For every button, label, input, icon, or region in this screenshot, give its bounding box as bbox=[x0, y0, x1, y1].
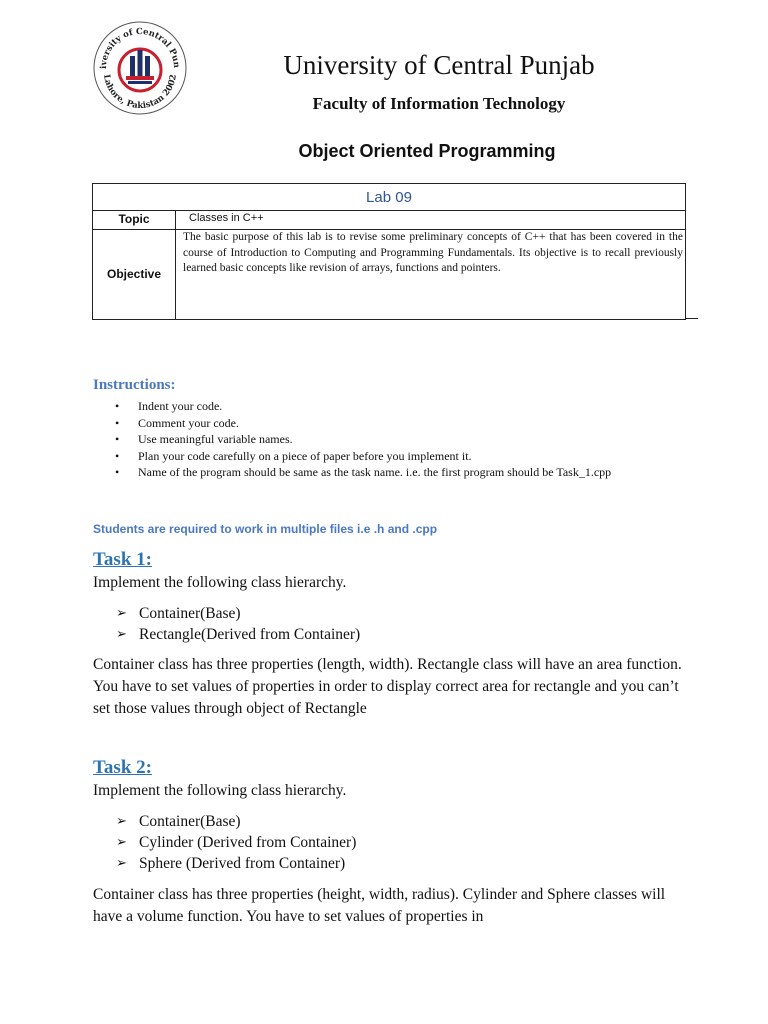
list-item: • Plan your code carefully on a piece of paper before you implement it. bbox=[115, 448, 472, 463]
list-item: ➢ Sphere (Derived from Container) bbox=[116, 855, 346, 872]
list-item: • Indent your code. bbox=[115, 399, 223, 413]
instructions-heading: Instructions: bbox=[93, 377, 176, 393]
task-1-hierarchy bbox=[116, 603, 360, 645]
multiple-files-note: Students are required to work in multiple files i.e .h and .cpp bbox=[93, 522, 438, 536]
list-item: • Name of the program should be same as the task name. i.e. the first program should be Task_1.cpp bbox=[115, 465, 612, 479]
task-2-heading: Task 2: bbox=[93, 757, 152, 778]
faculty-name: Faculty of Information Technology bbox=[312, 94, 566, 113]
objective-row bbox=[93, 229, 685, 319]
list-item: • Use meaningful variable names. bbox=[115, 432, 293, 446]
task-1-description: Container class has three properties (length, width). Rectangle class will have an area function. You have to set values of properties in order to display correct area for rectangle and you can’t set those values through object of Rectangle bbox=[93, 656, 682, 717]
list-item: ➢ Container(Base) bbox=[116, 813, 241, 830]
svg-text:University of Central Punjab: iversity of Central Pun bbox=[98, 26, 182, 70]
task-1-heading: Task 1: bbox=[93, 549, 152, 570]
task-2-intro: Implement the following class hierarchy. bbox=[93, 782, 347, 799]
list-item: • Comment your code. bbox=[115, 415, 239, 430]
course-title: Object Oriented Programming bbox=[298, 141, 556, 161]
svg-text:Lahore, Pakistan 2002: Lahore, Pakistan 2002 bbox=[101, 73, 179, 112]
lab-number: Lab 09 bbox=[93, 184, 685, 211]
table-divider bbox=[686, 318, 698, 319]
task-2-hierarchy bbox=[116, 811, 356, 874]
topic-label: Topic bbox=[93, 210, 176, 229]
task-1-intro: Implement the following class hierarchy. bbox=[93, 574, 347, 591]
objective-label: Objective bbox=[93, 229, 176, 319]
university-title: University of Central Punjab bbox=[283, 50, 595, 80]
objective-text: The basic purpose of this lab is to revise some preliminary concepts of C++ that has been covered in the course of Introduction to Computing and Programming Fundamentals. Its objective is to recall previously learned basic concepts like revision of arrays, functions and pointers. bbox=[183, 231, 683, 274]
list-item: ➢ Cylinder (Derived from Container) bbox=[116, 834, 357, 851]
list-item: ➢ Rectangle(Derived from Container) bbox=[116, 626, 361, 643]
instructions-list bbox=[115, 398, 675, 481]
list-item: ➢ Container(Base) bbox=[116, 605, 241, 622]
lab-info-table bbox=[92, 183, 686, 320]
topic-row bbox=[93, 210, 685, 230]
task-2-description: Container class has three properties (height, width, radius). Cylinder and Sphere classes will have a volume function. You have to set values of properties in bbox=[93, 886, 666, 925]
topic-value: Classes in C++ bbox=[189, 212, 264, 224]
